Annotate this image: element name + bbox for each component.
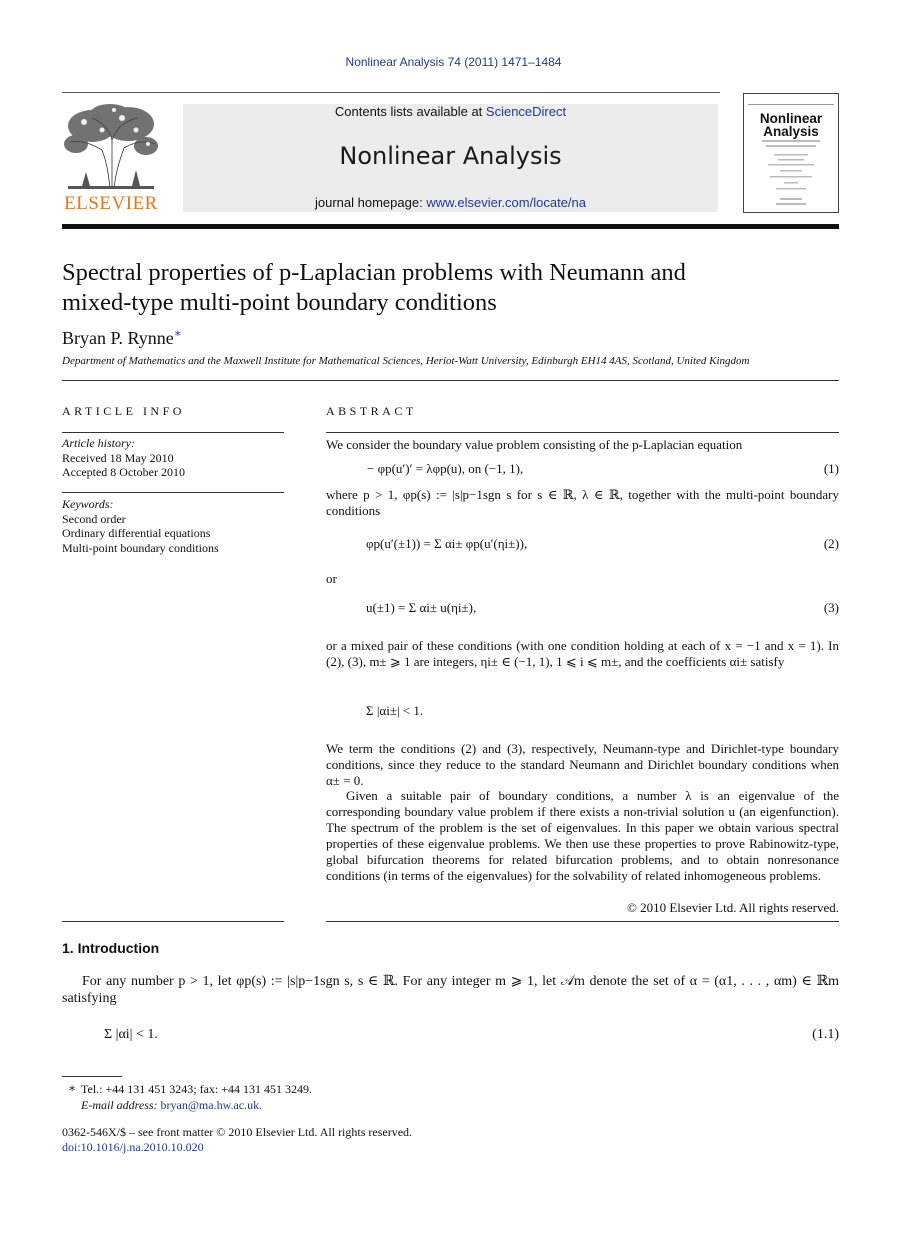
header-thick-rule [62,224,839,229]
section-heading-introduction: 1. Introduction [62,940,160,956]
author-line [62,326,182,349]
equation-4: Σ |αi±| < 1. [366,703,424,718]
author-name: Bryan P. Rynne [62,328,174,348]
intro-paragraph-1: For any number p > 1, let φp(s) := |s|p−1sgn s, s ∈ ℝ. For any integer m ⩾ 1, let 𝒜m denote the set of α = (α1, . . . , αm) ∈ ℝm satisfying [62,974,839,1006]
article-history [62,436,185,480]
abstract-end-rule [326,921,839,922]
journal-cover [743,93,839,213]
cover-title-line1: Nonlinear [759,111,823,126]
equation-3: u(±1) = Σ αi± u(ηi±), [366,600,477,615]
contents-prefix: Contents lists available at [334,104,486,119]
author-affiliation: Department of Mathematics and the Maxwell Institute for Mathematical Sciences, Heriot-Watt University, Edinburgh EH14 4AS, Scotland, United Kingdom [62,355,750,367]
abstract-copyright: © 2010 Elsevier Ltd. All rights reserved. [626,900,839,915]
abstract-paragraph-2: where p > 1, φp(s) := |s|p−1sgn s for s ∈ ℝ, λ ∈ ℝ, together with the multi-point boundary conditions [326,487,839,518]
journal-title: Nonlinear Analysis [339,142,562,170]
equation-1-number: (1) [823,461,839,476]
footnote-rule [62,1076,122,1077]
homepage-line [183,195,718,210]
abstract-paragraph-4: We term the conditions (2) and (3), respectively, Neumann-type and Dirichlet-type boundary conditions, since they reduce to the standard Neumann and Dirichlet boundary conditions when α± = 0. [326,741,839,788]
elsevier-wordmark: ELSEVIER [64,193,158,214]
abstract-paragraph-3: or a mixed pair of these conditions (with one condition holding at each of x = −1 and x = 1). In (2), (3), m± ⩾ 1 are integers, ηi± ∈ (−1, 1), 1 ⩽ i ⩽ m±, and the coefficients αi± satisfy [326,638,839,669]
accepted-date: Accepted 8 October 2010 [62,465,185,479]
article-info-rule [62,432,284,433]
author-footnote-mark[interactable]: ∗ [173,326,182,340]
equation-2-number: (2) [823,536,839,551]
header-rule [62,92,720,93]
keywords-rule [62,492,284,493]
history-label: Article history: [62,436,135,450]
intro-equation-number: (1.1) [812,1027,839,1042]
doi-link[interactable]: doi:10.1016/j.na.2010.10.020 [62,1140,204,1154]
equation-3-number: (3) [823,600,839,615]
elsevier-logo [62,100,160,215]
abstract-rule [326,432,839,433]
abstract-or: or [326,571,337,586]
equation-2: φp(u′(±1)) = Σ αi± φp(u′(ηi±)), [366,536,528,551]
abstract-paragraph-5: Given a suitable pair of boundary conditions, a number λ is an eigenvalue of the corresponding boundary value problem if there exists a non-trivial solution u (an eigenfunction). The spectrum of the problem is the set of eigenvalues. In this paper we obtain various spectral properties of these eigenvalue problems. We then use these properties to prove Rabinowitz-type, global bifurcation theorems for related bifurcation problems, and to obtain nonresonance conditions (in terms of the eigenvalues) for the solvability of related inhomogeneous problems. [326,788,839,883]
cover-title [744,112,838,138]
cover-top-strip [748,98,834,105]
keyword-item: Multi-point boundary conditions [62,540,219,555]
article-info-end-rule [62,921,284,922]
keyword-item: Ordinary differential equations [62,526,211,540]
article-info-heading: ARTICLE INFO [62,404,185,418]
equation-1: − φp(u′)′ = λφp(u), on (−1, 1), [367,461,524,476]
keywords-block [62,497,219,555]
footnote-contact: Tel.: +44 131 451 3243; fax: +44 131 451 3249. [81,1082,313,1096]
paper-title-line1: Spectral properties of p-Laplacian problems with Neumann and [62,259,686,286]
footnote-mark: ∗ [68,1081,77,1095]
abstract-heading: ABSTRACT [326,404,417,418]
keywords-label: Keywords: [62,497,114,511]
contents-line [183,104,718,119]
email-label: E-mail address: [81,1098,161,1112]
journal-citation[interactable]: Nonlinear Analysis 74 (2011) 1471–1484 [345,55,562,69]
sciencedirect-link[interactable]: ScienceDirect [485,104,567,119]
intro-equation: Σ |αi| < 1. [104,1027,158,1042]
cover-text-lines [744,140,838,210]
footnote-email-line [81,1098,262,1113]
email-link[interactable]: bryan@ma.hw.ac.uk [160,1098,260,1112]
email-end: . [259,1098,263,1112]
homepage-prefix: journal homepage: [315,195,427,210]
affiliation-rule [62,380,839,381]
keyword-item: Second order [62,511,126,526]
abstract-paragraph-1: We consider the boundary value problem consisting of the p-Laplacian equation [326,437,743,452]
paper-title [62,258,822,318]
homepage-link[interactable]: www.elsevier.com/locate/na [426,195,586,210]
paper-title-line2: mixed-type multi-point boundary conditions [62,289,497,316]
issn-line: 0362-546X/$ – see front matter © 2010 Elsevier Ltd. All rights reserved. [62,1125,413,1139]
cover-title-line2: Analysis [763,124,819,139]
received-date: Received 18 May 2010 [62,450,174,465]
